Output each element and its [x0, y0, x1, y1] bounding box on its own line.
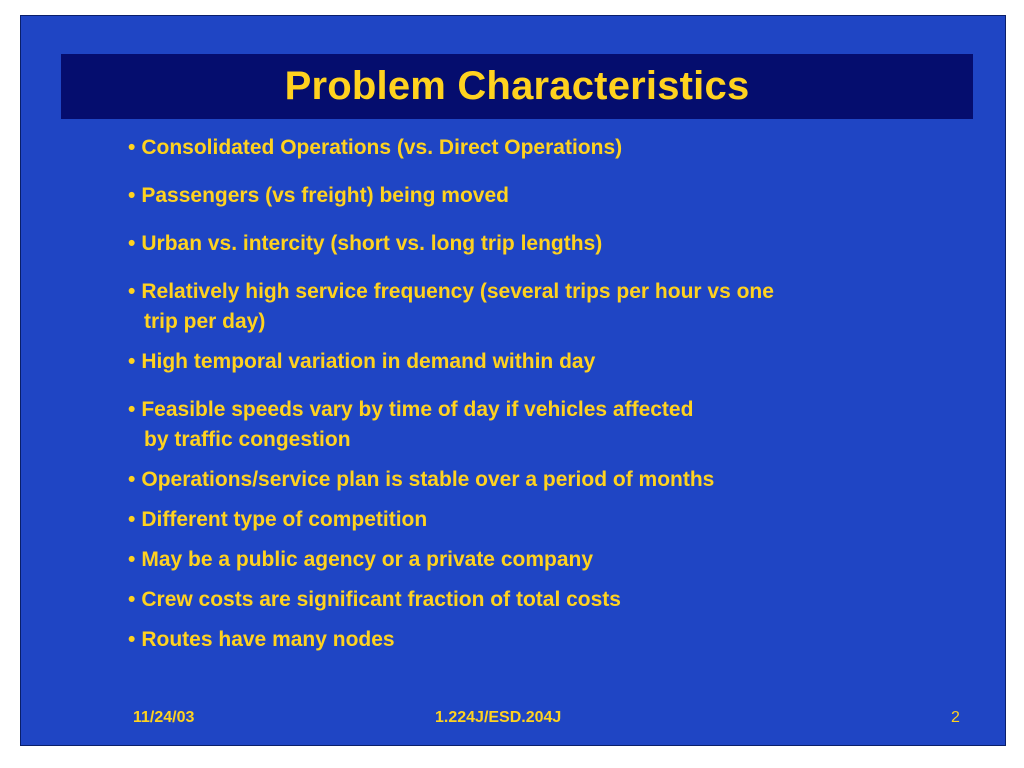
bullet-text: Relatively high service frequency (several trips per hour vs one [141, 280, 774, 303]
bullet-text: High temporal variation in demand within day [141, 350, 596, 373]
bullet-item [128, 277, 958, 337]
title-bar [61, 54, 973, 119]
bullet-item [128, 465, 958, 495]
bullet-marker: • [128, 508, 136, 531]
slide-title: Problem Characteristics [284, 64, 750, 108]
slide [20, 15, 1006, 746]
bullet-marker: • [128, 280, 136, 303]
bullet-item [128, 229, 958, 259]
bullet-item [128, 181, 958, 211]
bullet-item [128, 545, 958, 575]
bullet-item [128, 395, 958, 455]
bullet-text: Urban vs. intercity (short vs. long trip lengths) [141, 232, 603, 255]
bullet-text-continued: by traffic congestion [144, 428, 351, 451]
bullet-item [128, 625, 958, 655]
bullet-text: Feasible speeds vary by time of day if vehicles affected [141, 398, 694, 421]
bullet-item [128, 505, 958, 535]
bullet-marker: • [128, 136, 136, 159]
bullet-marker: • [128, 468, 136, 491]
bullet-text: May be a public agency or a private company [141, 548, 594, 571]
bullet-marker: • [128, 350, 136, 373]
bullet-item [128, 585, 958, 615]
footer-page-number: 2 [951, 709, 960, 726]
bullet-text: Crew costs are significant fraction of total costs [141, 588, 621, 611]
bullet-item [128, 133, 958, 163]
bullet-marker: • [128, 588, 136, 611]
bullet-text: Passengers (vs freight) being moved [141, 184, 509, 207]
bullet-text: Operations/service plan is stable over a period of months [141, 468, 715, 491]
bullet-text: Consolidated Operations (vs. Direct Operations) [141, 136, 623, 159]
bullet-marker: • [128, 628, 136, 651]
bullet-marker: • [128, 184, 136, 207]
bullet-text: Different type of competition [141, 508, 428, 531]
bullet-text: Routes have many nodes [141, 628, 395, 651]
bullet-text-continued: trip per day) [144, 310, 266, 333]
bullet-marker: • [128, 232, 136, 255]
bullet-marker: • [128, 398, 136, 421]
bullet-item [128, 347, 958, 377]
bullet-list [128, 133, 958, 665]
footer-date: 11/24/03 [133, 709, 195, 726]
bullet-marker: • [128, 548, 136, 571]
footer-course-code: 1.224J/ESD.204J [435, 709, 562, 726]
